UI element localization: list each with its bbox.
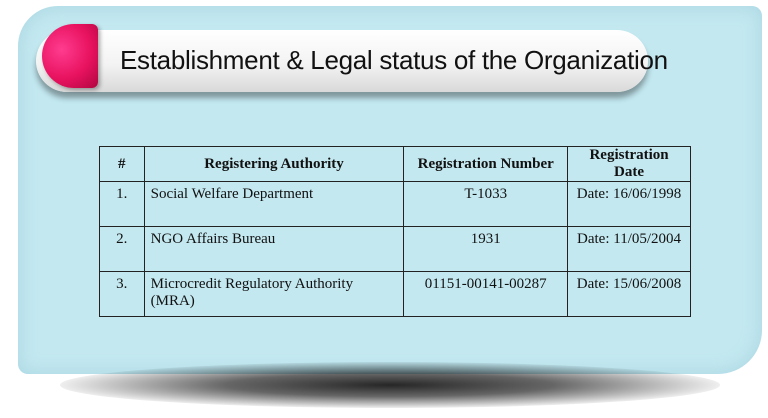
- header-registering-authority: Registering Authority: [144, 147, 404, 182]
- row-authority: NGO Affairs Bureau: [144, 227, 404, 272]
- table-row: [100, 272, 691, 317]
- table-row: [100, 182, 691, 227]
- row-number: 2.: [100, 227, 145, 272]
- row-number: 1.: [100, 182, 145, 227]
- table-header-row: [100, 147, 691, 182]
- row-registration-number: 01151-00141-00287: [404, 272, 568, 317]
- header-registration-date: Registration Date: [568, 147, 691, 182]
- header-registration-number: Registration Number: [404, 147, 568, 182]
- header-number: #: [100, 147, 145, 182]
- row-registration-date: Date: 16/06/1998: [568, 182, 691, 227]
- row-registration-date: Date: 15/06/2008: [568, 272, 691, 317]
- title-accent-cap: [42, 24, 98, 88]
- row-authority: Microcredit Regulatory Authority (MRA): [144, 272, 404, 317]
- card-shadow: [60, 362, 720, 408]
- row-registration-number: T-1033: [404, 182, 568, 227]
- row-authority: Social Welfare Department: [144, 182, 404, 227]
- row-registration-date: Date: 11/05/2004: [568, 227, 691, 272]
- row-number: 3.: [100, 272, 145, 317]
- row-registration-number: 1931: [404, 227, 568, 272]
- table-row: [100, 227, 691, 272]
- page-title: Establishment & Legal status of the Organization: [120, 45, 668, 75]
- registration-table: [99, 146, 691, 317]
